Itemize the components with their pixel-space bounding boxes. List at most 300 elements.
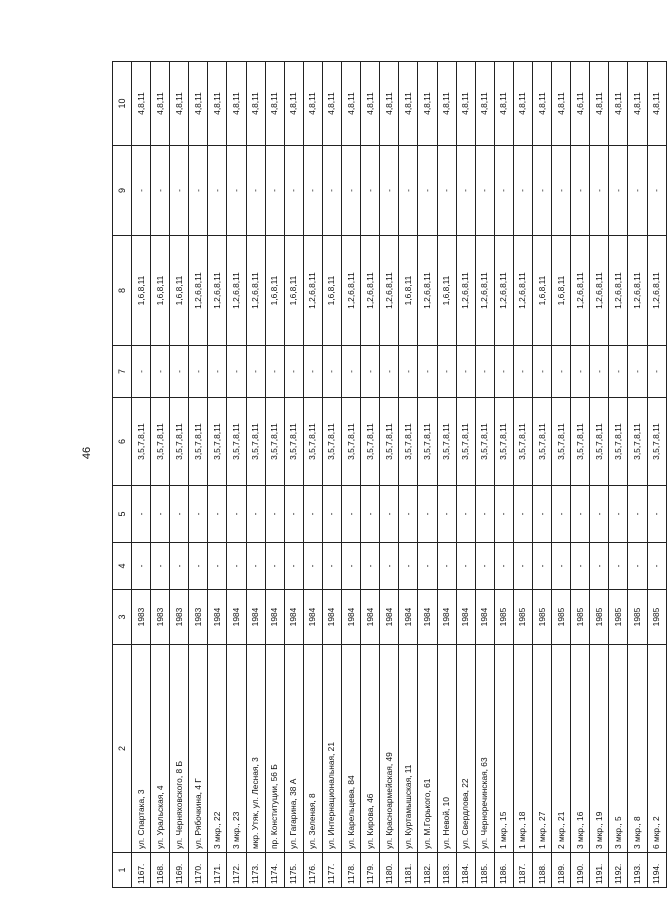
table-cell: -: [494, 346, 513, 398]
table-cell: -: [322, 486, 341, 543]
column-header: 2: [113, 645, 132, 853]
table-row: [227, 62, 246, 888]
table-cell: 3,5,7,8,11: [628, 398, 647, 486]
table-row: [342, 62, 361, 888]
table-cell: 4,8,11: [265, 62, 284, 146]
table-cell: 4,8,11: [418, 62, 437, 146]
table-cell: -: [475, 146, 494, 236]
table-cell: -: [399, 146, 418, 236]
table-cell: 4,8,11: [361, 62, 380, 146]
table-cell: 1,6,8,11: [532, 236, 551, 346]
table-cell: 1,2,6,8,11: [494, 236, 513, 346]
table-cell: 1,2,6,8,11: [513, 236, 532, 346]
table-row: [609, 62, 628, 888]
table-cell: 3,5,7,8,11: [437, 398, 456, 486]
table-cell: 4,8,11: [284, 62, 303, 146]
table-cell: -: [628, 346, 647, 398]
table-cell: 1,2,6,8,11: [189, 236, 208, 346]
table-cell: -: [265, 543, 284, 590]
table-cell: 1172.: [227, 853, 246, 888]
table-cell: ул. Интернациональная, 21: [322, 645, 341, 853]
table-cell: 1185.: [475, 853, 494, 888]
table-cell: -: [303, 346, 322, 398]
table-cell: 1985: [647, 590, 666, 645]
table-cell: 1984: [380, 590, 399, 645]
table-cell: 4,8,11: [322, 62, 341, 146]
table-cell: 1,2,6,8,11: [628, 236, 647, 346]
table-row: [303, 62, 322, 888]
table-cell: 1984: [418, 590, 437, 645]
table-cell: 1 мкр., 27: [532, 645, 551, 853]
table-cell: -: [475, 346, 494, 398]
table-cell: -: [361, 486, 380, 543]
table-row: [284, 62, 303, 888]
table-cell: 1176.: [303, 853, 322, 888]
table-cell: 3,5,7,8,11: [475, 398, 494, 486]
table-cell: 1,6,8,11: [132, 236, 151, 346]
table-cell: -: [227, 543, 246, 590]
table-cell: 1 мкр., 15: [494, 645, 513, 853]
table-cell: -: [208, 346, 227, 398]
table-cell: -: [571, 543, 590, 590]
table-cell: 4,8,11: [456, 62, 475, 146]
table-cell: ул. Черноречинская, 63: [475, 645, 494, 853]
table-cell: 4,8,11: [208, 62, 227, 146]
table-cell: -: [456, 486, 475, 543]
table-cell: -: [552, 146, 571, 236]
table-cell: 4,8,11: [303, 62, 322, 146]
column-header: 4: [113, 543, 132, 590]
table-cell: 3,5,7,8,11: [189, 398, 208, 486]
table-cell: 1,2,6,8,11: [590, 236, 609, 346]
table-cell: пр. Конституции, 56 Б: [265, 645, 284, 853]
table-cell: 1,2,6,8,11: [208, 236, 227, 346]
table-row: [189, 62, 208, 888]
column-header: 6: [113, 398, 132, 486]
table-cell: ул. Кирова, 46: [361, 645, 380, 853]
table-cell: -: [227, 146, 246, 236]
table-cell: -: [513, 146, 532, 236]
table-row: [418, 62, 437, 888]
table-cell: -: [303, 146, 322, 236]
table-cell: ул. Куртамышская, 11: [399, 645, 418, 853]
table-cell: 4,8,11: [609, 62, 628, 146]
table-cell: 1182.: [418, 853, 437, 888]
table-cell: -: [609, 543, 628, 590]
table-cell: -: [418, 486, 437, 543]
table-cell: -: [494, 146, 513, 236]
table-cell: ул. Черняховского, 8 Б: [170, 645, 189, 853]
table-cell: 1984: [456, 590, 475, 645]
table-cell: -: [609, 486, 628, 543]
table-row: [494, 62, 513, 888]
table-cell: -: [132, 486, 151, 543]
table-cell: 1,6,8,11: [322, 236, 341, 346]
table-cell: 1179.: [361, 853, 380, 888]
table-cell: 3,5,7,8,11: [513, 398, 532, 486]
table-row: [475, 62, 494, 888]
table-cell: -: [647, 146, 666, 236]
table-cell: -: [322, 543, 341, 590]
table-cell: -: [494, 486, 513, 543]
table-cell: 1984: [322, 590, 341, 645]
table-cell: -: [532, 486, 551, 543]
table-cell: 3,5,7,8,11: [284, 398, 303, 486]
table-cell: 1186.: [494, 853, 513, 888]
table-cell: 1984: [342, 590, 361, 645]
table-row: [170, 62, 189, 888]
table-cell: -: [380, 346, 399, 398]
table-cell: 3,5,7,8,11: [456, 398, 475, 486]
table-cell: 1984: [399, 590, 418, 645]
table-cell: -: [513, 346, 532, 398]
table-cell: -: [380, 486, 399, 543]
table-cell: -: [647, 543, 666, 590]
table-row: [322, 62, 341, 888]
table-cell: -: [437, 543, 456, 590]
table-cell: -: [170, 346, 189, 398]
table-cell: -: [246, 486, 265, 543]
table-cell: 4,8,11: [475, 62, 494, 146]
table-cell: 1,2,6,8,11: [418, 236, 437, 346]
table-cell: 4,8,11: [246, 62, 265, 146]
table-cell: 4,8,11: [380, 62, 399, 146]
table-cell: 6 мкр., 2: [647, 645, 666, 853]
table-cell: 4,8,11: [494, 62, 513, 146]
table-cell: 1983: [151, 590, 170, 645]
table-cell: 1985: [571, 590, 590, 645]
table-cell: 1984: [208, 590, 227, 645]
table-cell: 3,5,7,8,11: [609, 398, 628, 486]
table-cell: 1985: [513, 590, 532, 645]
table-cell: -: [246, 543, 265, 590]
table-cell: -: [571, 346, 590, 398]
table-cell: 1,6,8,11: [399, 236, 418, 346]
table-cell: 1173.: [246, 853, 265, 888]
column-header: 7: [113, 346, 132, 398]
table-cell: -: [132, 346, 151, 398]
table-cell: -: [208, 486, 227, 543]
table-cell: 3,5,7,8,11: [151, 398, 170, 486]
table-cell: 1178.: [342, 853, 361, 888]
table-row: [513, 62, 532, 888]
table-cell: ул. Зеленая, 8: [303, 645, 322, 853]
table-cell: -: [532, 543, 551, 590]
table-cell: 3,5,7,8,11: [361, 398, 380, 486]
table-row: [532, 62, 551, 888]
table-cell: 4,8,11: [227, 62, 246, 146]
table-cell: 1984: [265, 590, 284, 645]
table-cell: -: [132, 146, 151, 236]
table-cell: ул. Рябочкина, 4 Г: [189, 645, 208, 853]
table-cell: 1,2,6,8,11: [227, 236, 246, 346]
table-cell: 1193.: [628, 853, 647, 888]
table-cell: -: [265, 146, 284, 236]
table-cell: -: [265, 486, 284, 543]
page-number: 46: [81, 446, 93, 460]
table-cell: -: [265, 346, 284, 398]
table-cell: -: [628, 486, 647, 543]
table-cell: -: [437, 146, 456, 236]
table-cell: -: [284, 346, 303, 398]
table-cell: -: [284, 543, 303, 590]
table-cell: 1,6,8,11: [170, 236, 189, 346]
table-cell: 1,6,8,11: [265, 236, 284, 346]
table-cell: 4,8,11: [132, 62, 151, 146]
table-cell: -: [437, 346, 456, 398]
table-cell: -: [418, 146, 437, 236]
table-cell: 4,8,11: [170, 62, 189, 146]
table-cell: 3 мкр., 16: [571, 645, 590, 853]
table-cell: -: [571, 146, 590, 236]
table-cell: 3,5,7,8,11: [322, 398, 341, 486]
table-cell: 2 мкр., 21: [552, 645, 571, 853]
table-cell: 3 мкр., 19: [590, 645, 609, 853]
table-cell: ул. Спартака, 3: [132, 645, 151, 853]
table-cell: 1184.: [456, 853, 475, 888]
table-cell: ул. Уральская, 4: [151, 645, 170, 853]
column-header: 3: [113, 590, 132, 645]
table-cell: 1984: [475, 590, 494, 645]
column-header: 10: [113, 62, 132, 146]
table-row: [628, 62, 647, 888]
table-cell: 1984: [246, 590, 265, 645]
table-cell: -: [189, 543, 208, 590]
table-cell: мкр. Утяк, ул. Лесная, 3: [246, 645, 265, 853]
table-cell: 1,2,6,8,11: [647, 236, 666, 346]
table-cell: -: [532, 146, 551, 236]
table-cell: -: [246, 346, 265, 398]
table-cell: -: [552, 543, 571, 590]
data-table: [112, 61, 667, 888]
table-cell: -: [399, 543, 418, 590]
table-row: [571, 62, 590, 888]
table-cell: -: [647, 346, 666, 398]
table-cell: 3,5,7,8,11: [494, 398, 513, 486]
table-cell: -: [170, 543, 189, 590]
table-cell: 4,8,11: [552, 62, 571, 146]
table-cell: 4,8,11: [590, 62, 609, 146]
table-cell: 1180.: [380, 853, 399, 888]
table-cell: -: [609, 346, 628, 398]
table-cell: -: [628, 146, 647, 236]
table-cell: 4,8,11: [532, 62, 551, 146]
table-cell: 1985: [532, 590, 551, 645]
table-cell: 3,5,7,8,11: [342, 398, 361, 486]
table-cell: 3,5,7,8,11: [418, 398, 437, 486]
rotated-table-container: [112, 62, 667, 888]
table-cell: 1187.: [513, 853, 532, 888]
table-cell: 4,8,11: [151, 62, 170, 146]
table-cell: -: [456, 346, 475, 398]
table-cell: 3,5,7,8,11: [552, 398, 571, 486]
table-row: [361, 62, 380, 888]
table-cell: 1190.: [571, 853, 590, 888]
table-cell: -: [456, 146, 475, 236]
table-cell: 4,6,11: [571, 62, 590, 146]
table-cell: 3 мкр., 5: [609, 645, 628, 853]
table-cell: 1983: [132, 590, 151, 645]
table-cell: 1,2,6,8,11: [303, 236, 322, 346]
table-cell: ул. Гагарина, 38 А: [284, 645, 303, 853]
table-cell: 3,5,7,8,11: [532, 398, 551, 486]
table-cell: -: [322, 346, 341, 398]
table-cell: ул. Свердлова, 22: [456, 645, 475, 853]
table-cell: -: [437, 486, 456, 543]
table-cell: 1,2,6,8,11: [456, 236, 475, 346]
table-cell: 3,5,7,8,11: [647, 398, 666, 486]
column-header: 8: [113, 236, 132, 346]
table-row: [208, 62, 227, 888]
table-cell: -: [418, 543, 437, 590]
table-cell: 1,6,8,11: [552, 236, 571, 346]
table-cell: 3,5,7,8,11: [246, 398, 265, 486]
table-cell: -: [418, 346, 437, 398]
table-cell: -: [189, 146, 208, 236]
table-cell: 1174.: [265, 853, 284, 888]
table-cell: -: [151, 486, 170, 543]
column-header: 1: [113, 853, 132, 888]
table-cell: -: [342, 543, 361, 590]
table-cell: -: [132, 543, 151, 590]
table-cell: -: [284, 486, 303, 543]
table-cell: -: [151, 146, 170, 236]
table-cell: -: [170, 146, 189, 236]
table-cell: 1984: [361, 590, 380, 645]
table-cell: 1188.: [532, 853, 551, 888]
table-cell: -: [590, 346, 609, 398]
table-cell: -: [208, 543, 227, 590]
table-cell: 3,5,7,8,11: [399, 398, 418, 486]
table-cell: 3,5,7,8,11: [380, 398, 399, 486]
table-cell: -: [571, 486, 590, 543]
table-cell: 1985: [609, 590, 628, 645]
table-cell: -: [628, 543, 647, 590]
table-cell: -: [399, 486, 418, 543]
table-cell: -: [342, 146, 361, 236]
table-cell: -: [227, 486, 246, 543]
table-cell: 1189.: [552, 853, 571, 888]
table-cell: -: [532, 346, 551, 398]
table-cell: -: [322, 146, 341, 236]
table-cell: -: [475, 543, 494, 590]
table-cell: 1,6,8,11: [284, 236, 303, 346]
table-cell: 1,2,6,8,11: [609, 236, 628, 346]
table-cell: -: [342, 346, 361, 398]
table-cell: -: [361, 146, 380, 236]
table-cell: 3 мкр., 23: [227, 645, 246, 853]
table-cell: 3 мкр., 22: [208, 645, 227, 853]
table-cell: 1985: [590, 590, 609, 645]
table-header-row: [113, 62, 132, 888]
table-cell: 3,5,7,8,11: [303, 398, 322, 486]
table-row: [380, 62, 399, 888]
table-cell: 4,8,11: [437, 62, 456, 146]
table-cell: -: [609, 146, 628, 236]
table-cell: -: [342, 486, 361, 543]
table-cell: 1984: [437, 590, 456, 645]
table-cell: 1984: [227, 590, 246, 645]
table-cell: 3,5,7,8,11: [132, 398, 151, 486]
table-cell: -: [227, 346, 246, 398]
table-cell: 1183.: [437, 853, 456, 888]
table-cell: -: [151, 346, 170, 398]
table-cell: -: [475, 486, 494, 543]
table-cell: 4,8,11: [399, 62, 418, 146]
table-cell: 1,2,6,8,11: [475, 236, 494, 346]
table-cell: -: [513, 543, 532, 590]
table-cell: -: [284, 146, 303, 236]
table-cell: 1167.: [132, 853, 151, 888]
table-cell: 1177.: [322, 853, 341, 888]
table-cell: -: [590, 486, 609, 543]
table-cell: -: [494, 543, 513, 590]
table-row: [456, 62, 475, 888]
table-cell: -: [361, 543, 380, 590]
table-cell: 1175.: [284, 853, 303, 888]
table-cell: 1,2,6,8,11: [246, 236, 265, 346]
table-cell: -: [380, 146, 399, 236]
table-cell: -: [590, 146, 609, 236]
table-cell: 4,8,11: [647, 62, 666, 146]
table-row: [437, 62, 456, 888]
table-cell: 1181.: [399, 853, 418, 888]
column-header: 5: [113, 486, 132, 543]
table-row: [552, 62, 571, 888]
table-row: [246, 62, 265, 888]
table-cell: 1,2,6,8,11: [571, 236, 590, 346]
table-cell: 3 мкр., 8: [628, 645, 647, 853]
table-cell: 1,2,6,8,11: [380, 236, 399, 346]
table-cell: 1171.: [208, 853, 227, 888]
table-cell: 1194.: [647, 853, 666, 888]
table-cell: 1983: [170, 590, 189, 645]
table-cell: 1169.: [170, 853, 189, 888]
table-body: [113, 62, 667, 888]
table-cell: -: [189, 346, 208, 398]
table-cell: 1984: [303, 590, 322, 645]
table-cell: -: [208, 146, 227, 236]
table-cell: 1,6,8,11: [437, 236, 456, 346]
table-cell: 3,5,7,8,11: [227, 398, 246, 486]
table-cell: 3,5,7,8,11: [170, 398, 189, 486]
table-cell: -: [303, 543, 322, 590]
table-cell: 4,8,11: [189, 62, 208, 146]
table-cell: 1,6,8,11: [151, 236, 170, 346]
table-cell: 1170.: [189, 853, 208, 888]
table-cell: 1985: [494, 590, 513, 645]
table-cell: 1985: [552, 590, 571, 645]
table-row: [399, 62, 418, 888]
table-cell: -: [647, 486, 666, 543]
table-cell: -: [189, 486, 208, 543]
table-cell: 3,5,7,8,11: [571, 398, 590, 486]
table-cell: -: [456, 543, 475, 590]
table-cell: 1,2,6,8,11: [342, 236, 361, 346]
table-cell: -: [380, 543, 399, 590]
table-cell: 1985: [628, 590, 647, 645]
table-cell: 4,8,11: [342, 62, 361, 146]
table-cell: -: [361, 346, 380, 398]
table-row: [265, 62, 284, 888]
table-row: [590, 62, 609, 888]
table-cell: -: [170, 486, 189, 543]
table-cell: 1191.: [590, 853, 609, 888]
table-cell: 1983: [189, 590, 208, 645]
table-cell: -: [552, 346, 571, 398]
table-cell: 4,8,11: [628, 62, 647, 146]
table-cell: 1168.: [151, 853, 170, 888]
